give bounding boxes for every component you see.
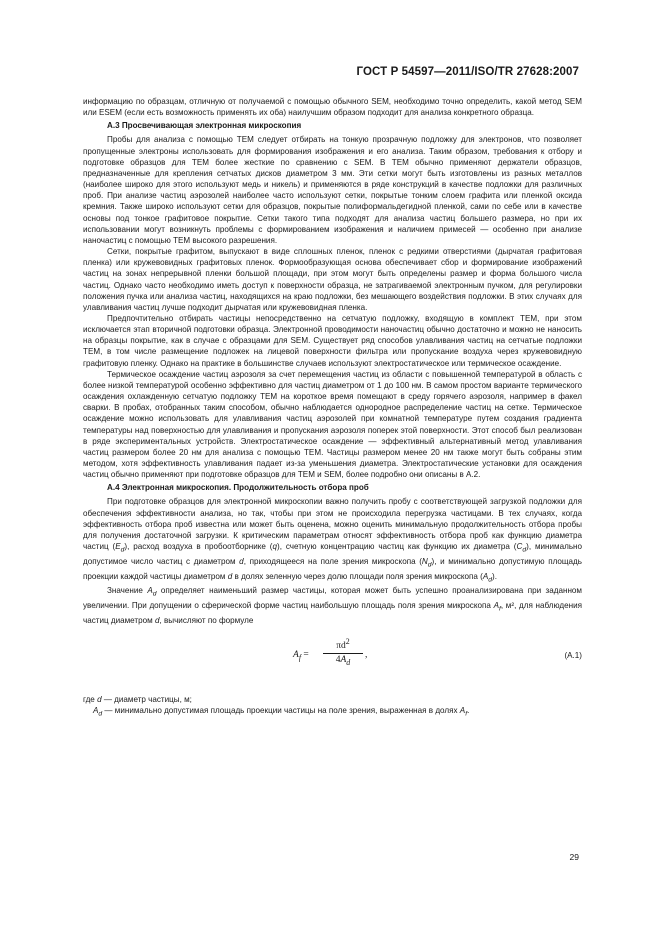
paragraph-a3-3: Предпочтительно отбирать частицы непосредственно на сетчатую подложку, входящую в комплект ТЕМ, при этом исключается этап вторичной подготовки образца. Электронной проводимости наночастиц обычно достаточно и можно не наносить на образцы покрытие, как в случае с образцами для SEM. Существует ряд способов улавливания частиц на сетчатые подложки ТЕМ, в том числе размещение подложек на лицевой поверхности фильтра или пропускание воздуха через кружевовидную графитовую пленку. Однако на практике в большинстве случаев используют электростатическое или термическое осаждение. [83,313,582,368]
section-heading-a4: А.4 Электронная микроскопия. Продолжительность отбора проб [107,483,369,493]
paragraph-a3-2: Сетки, покрытые графитом, выпускают в виде сплошных пленок, пленок с редкими отверстиями (дырчатая графитовая пленка) или кружевовидных графитовых пленок. Формообразующая основа обеспечивает сбор и формирование изображений частиц на зонах непрерывной пленки большой площади, при этом могут быть определены размер и форма большого числа частиц. Однако часто необходимо иметь доступ к поверхности образца, не затрагиваемой электронным пучком, для регулировки положения пучка или анализа частиц, находящихся на краю подложки, без мешающего воздействия подложки. В этих случаях для улавливания частиц лучше подходит дырчатая или кружевовидная пленка. [83,247,582,312]
formula-fraction [323,636,363,668]
document-body [83,96,582,720]
formula-numerator: $\pi d^2$ [323,636,363,654]
equation-number: (А.1) [564,651,582,661]
paragraph-intro: информацию по образцам, отличную от получаемой с помощью обычного SEM, необходимо точно определить, какой метод SEM или ESEM (если есть возможность применять их оба) наилучшим образом подходит для анализа конкретного образца. [83,97,582,118]
formula-denominator: $4A_d$ [335,655,351,668]
formula-lhs: $A_f$ = [293,650,309,662]
paragraph-a4-1: При подготовке образцов для электронной микроскопии важно получить пробу с соответствующей загрузкой подложки для обеспечения эффективности анализа, но так, чтобы при этом не происходила перегрузка частицами. В тех случаях, когда эффективность отбора проб известна или может быть оценена, можно оценить минимальную продолжительность отбора пробы для получения достаточной загрузки. К критическим параметрам относят эффективность отбора проб как функцию диаметра частиц $(E_d)$, расход воздуха в пробоотборнике (q), счетную концентрацию частиц как функцию их диаметра $(C_d)$, минимально допустимое число частиц с диаметром d, приходящееся на поле зрения микроскопа $(N_d)$, и минимально допустимую площадь проекции каждой частицы диаметром d в долях зеленную через долю площади поля зрения микроскопа $(A_d)$. [83,497,583,584]
page-number: 29 [569,852,579,862]
formula-a1 [83,632,582,680]
paragraph-a4-2: Значение $A_d$ определяет наименьший размер частицы, которая может быть успешно проанализирована при заданном увеличении. При допущении о сферической форме частиц наибольшую площадь поля зрения микроскопа $A_f$, м², для наблюдения частиц диаметром d, вычисляют по формуле [83,586,582,625]
document-header: ГОСТ Р 54597—2011/ISO/TR 27628:2007 [356,66,579,78]
section-heading-a3: А.3 Просвечивающая электронная микроскопия [107,121,302,131]
where-definition-ad: $A_d$ — минимально допустимая площадь проекции частицы на поле зрения, выраженная в долях $A_f$. [93,706,470,718]
paragraph-a3-4: Термическое осаждение частиц аэрозоля за счет перемещения частиц из области с повышенной температурой в область с более низкой температурой особенно эффективно для частиц диаметром от 1 до 100 нм. В самом простом варианте термического осаждения охлажденную сетчатую подложку ТЕМ на короткое время помещают в среду горячего аэрозоля, например в факел сварки. В пробах, отобранных таким способом, обычно наблюдается однородное распределение частиц на сетке. Термическое осаждение можно использовать для улавливания частиц аэрозолей при комнатной температуре путем создания градиента температуры над поверхностью для улавливания и пропускания аэрозоля поперек этой поверхности. Этот способ был реализован в ряде экспериментальных устройств. Электростатическое осаждение — эффективный альтернативный метод улавливания частиц размером более 20 нм для анализа с помощью ТЕМ. Частицы размером менее 20 нм также могут быть собраны этим методом, хотя эффективность улавливания падает из-за уменьшения диаметра. Электростатические установки для осаждения частиц обычно применяют при подготовке образцов для ТЕМ и SEM, более подробно они описаны в А.2. [83,369,582,480]
where-definition-d: где d — диаметр частицы, м; [83,695,192,705]
paragraph-a3-1: Пробы для анализа с помощью ТЕМ следует отбирать на тонкую прозрачную подложку для электронов, что позволяет пропущенные электроны использовать для формирования изображения и его анализа. Таким образом, требования к отбору и подготовке образцов для ТЕМ более жесткие по сравнению с SEM. В ТЕМ обычно применяют держатели образцов, предназначенные для крепления сетчатых дисков диаметром 3 мм. Эти сетки могут быть изготовлены из разных металлов (наиболее широко для этого используют медь и никель) и применяются в ряде конструкций в качестве подложки для различных проб. При анализе частиц аэрозолей наиболее часто используют сетки, покрытые тонким слоем графита или пленкой оксида кремния. Также широко используют сетки для образцов, покрытые полиформальдегидной пленкой, сами по себе или в качестве основы под тонкое графитовое покрытие. Сетки такого типа подходят для анализа частиц большего размера, но при их использовании могут возникнуть проблемы с формированием изображения и наличием примесей — особенно при анализе наночастиц с помощью ТЕМ высокого разрешения. [83,135,582,245]
formula-comma: , [365,650,368,661]
